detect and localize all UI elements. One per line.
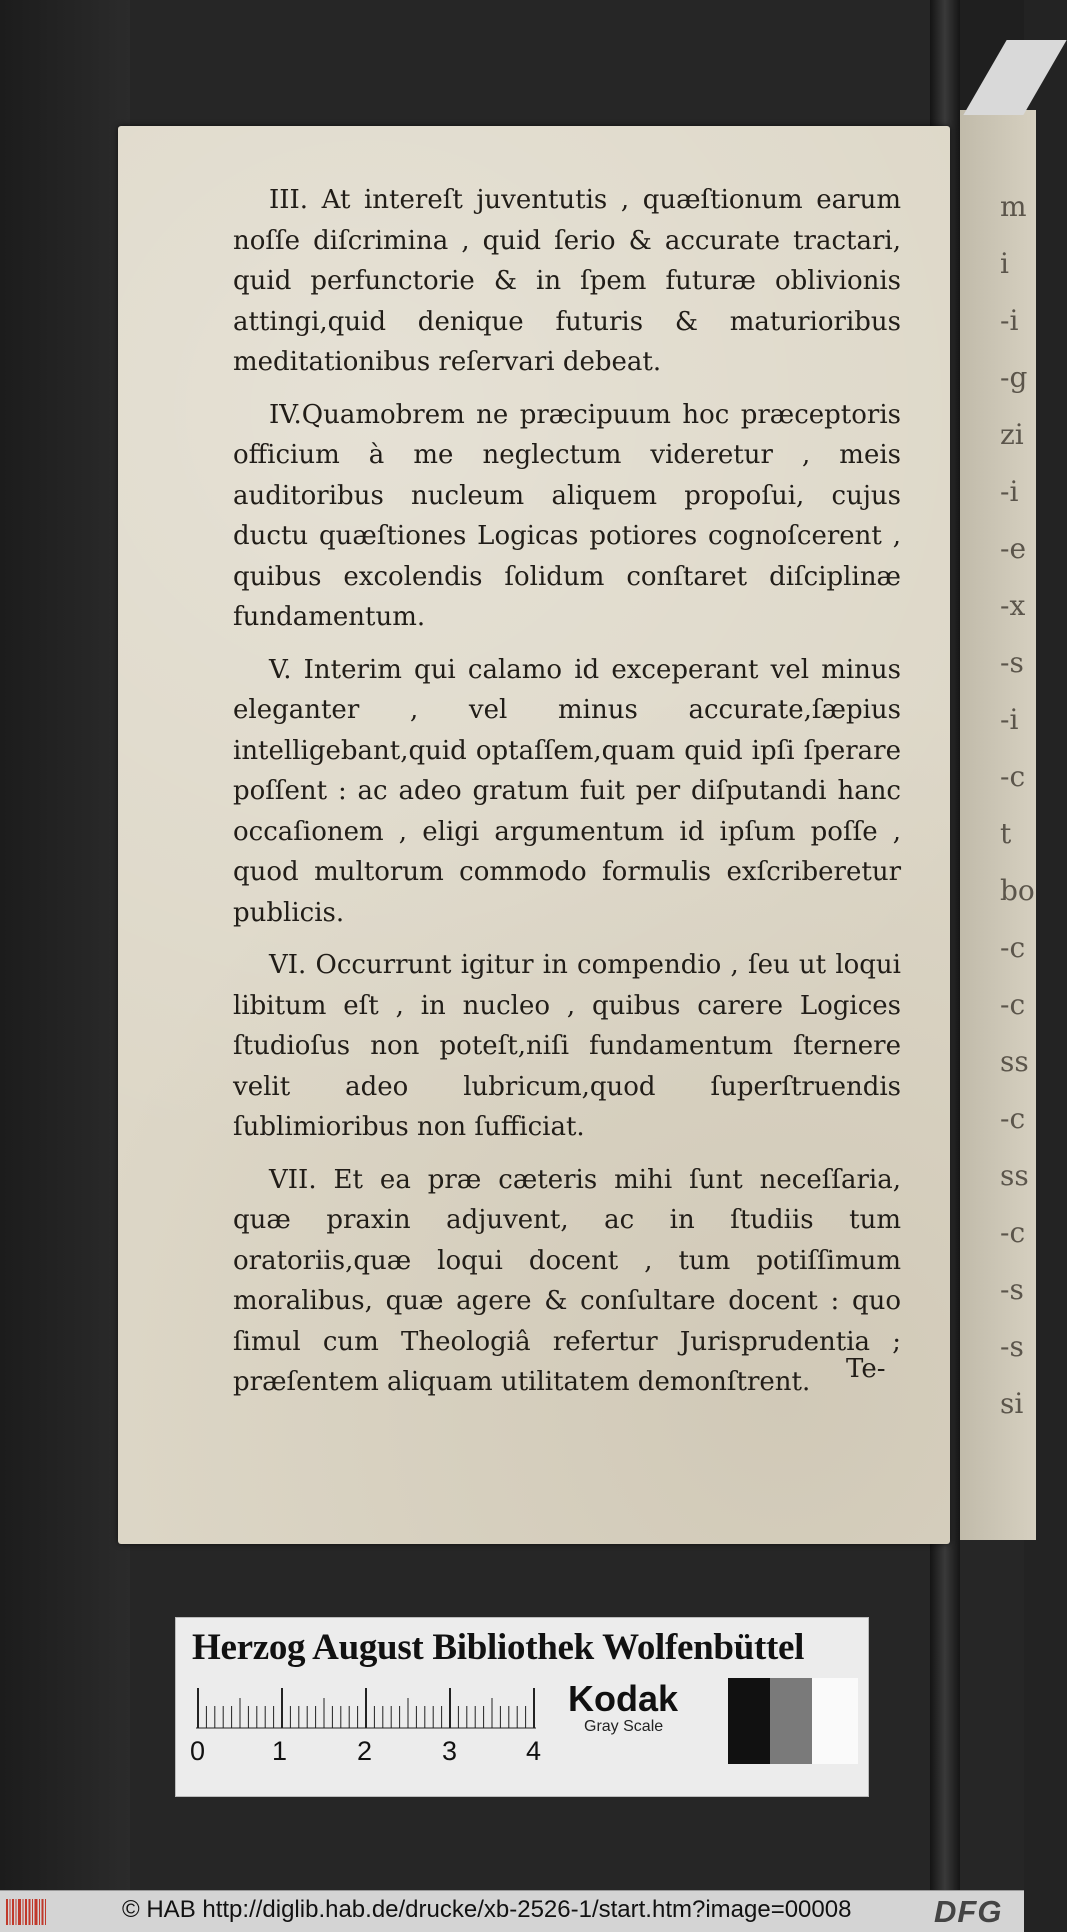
scale-number-0: 0 bbox=[190, 1736, 206, 1766]
logo-bar bbox=[10, 1899, 11, 1925]
scale-number-2: 2 bbox=[357, 1736, 373, 1766]
neighbor-text-fragment: m bbox=[1000, 190, 1027, 223]
logo-bar bbox=[45, 1899, 46, 1925]
neighbor-text-fragment: -s bbox=[1000, 646, 1024, 679]
dfg-logo: DFG bbox=[934, 1894, 1003, 1929]
gray-patch-mid bbox=[770, 1678, 812, 1764]
neighbor-text-fragment: -i bbox=[1000, 703, 1019, 736]
logo-bar bbox=[39, 1899, 40, 1925]
kodak-gray-scale-label: Gray Scale bbox=[584, 1718, 664, 1735]
paragraph-iv: IV.Quamobrem ne præcipuum hoc præceptoris officium à me neglectum videretur , meis auditoribus nucleum aliquem propoſui, cujus ductu quæſtiones Logicas potiores cognoſcerent , quibus excolendis ſolidum conſtaret diſciplinæ fundamentum. bbox=[233, 399, 901, 632]
catchword: Te- bbox=[846, 1354, 886, 1384]
logo-bar bbox=[32, 1899, 33, 1925]
book-page bbox=[118, 126, 950, 1544]
paragraph-iii: III. At intereſt juventutis , quæſtionum earum noſſe diſcrimina , quid ſerio & accurate tractari, quid perfunctorie & in ſpem futuræ oblivionis attingi,quid denique futuris & maturioribus meditationibus reſervari debeat. bbox=[233, 185, 901, 377]
scale-number-3: 3 bbox=[442, 1736, 458, 1766]
kodak-logo-text: Kodak bbox=[568, 1678, 679, 1719]
viewer-footer bbox=[0, 1890, 1024, 1932]
scale-number-1: 1 bbox=[272, 1736, 288, 1766]
neighbor-text-fragment: -e bbox=[1000, 532, 1027, 565]
neighbor-text-fragment: -x bbox=[1000, 589, 1026, 622]
neighbor-text-fragment: -i bbox=[1000, 304, 1019, 337]
neighbor-text-fragment: zi bbox=[1000, 418, 1024, 451]
neighbor-text-fragment: -i bbox=[1000, 475, 1019, 508]
neighbor-text-fragment: ss bbox=[1000, 1045, 1029, 1078]
neighbor-text-fragment: i bbox=[1000, 247, 1009, 280]
gray-patch-dark bbox=[728, 1678, 770, 1764]
hab-logo-icon bbox=[6, 1899, 50, 1925]
logo-bar bbox=[12, 1899, 14, 1925]
logo-bar bbox=[35, 1899, 38, 1925]
paragraph-vi: VI. Occurrunt igitur in compendio , ſeu ut loqui libitum eſt , in nucleo , quibus carere Logices ſtudioſus non poteſt,niſi fundamentum ſternere velit adeo lubricum,quod ſuperſtruendis ſublimioribus non ſufficiat. bbox=[233, 950, 901, 1142]
neighbor-text-fragment: -s bbox=[1000, 1273, 1024, 1306]
neighbor-text-fragment: -c bbox=[1000, 1102, 1026, 1135]
neighbor-text-fragment: -c bbox=[1000, 760, 1026, 793]
gray-patch-light bbox=[812, 1678, 858, 1764]
neighbor-text-fragment: bo bbox=[1000, 874, 1035, 907]
neighbor-text-fragment: si bbox=[1000, 1387, 1024, 1420]
paragraph-vii: VII. Et ea præ cæteris mihi ſunt neceſſaria, quæ praxin adjuvent, ac in ſtudiis tum oratoriis,quæ loqui docent , tum potiſſimum moralibus, quæ agere & conſultare docent : quo ſimul cum Theologiâ refertur Jurisprudentia ; præſentem aliquam utilitatem demonſtrent. bbox=[233, 1164, 901, 1397]
logo-bar bbox=[18, 1899, 21, 1925]
neighbor-text-fragment: -c bbox=[1000, 1216, 1026, 1249]
neighbor-text-fragment: -c bbox=[1000, 988, 1026, 1021]
neighbor-text-fragment: ss bbox=[1000, 1159, 1029, 1192]
neighbor-text-fragment: t bbox=[1000, 817, 1012, 850]
copyright-url: © HAB http://diglib.hab.de/drucke/xb-2526-1/start.htm?image=00008 bbox=[122, 1896, 852, 1923]
scan-left-shadow bbox=[0, 0, 130, 1890]
page-text-block bbox=[233, 180, 901, 1415]
paragraph-v: V. Interim qui calamo id exceperant vel minus eleganter , vel minus accurate,ſæpius intelligebant,quid optaſſem,quam quid ipſi ſperare poſſent : ac adeo gratum fuit per diſputandi hanc occaſionem , eligi argumentum id ipſum poſſe , quod multorum commodo formulis exſcriberetur publicis. bbox=[233, 654, 901, 928]
neighbor-text-fragment: -g bbox=[1000, 361, 1028, 394]
logo-bar bbox=[42, 1899, 44, 1925]
logo-bar bbox=[25, 1899, 27, 1925]
scale-number-4: 4 bbox=[526, 1736, 542, 1766]
logo-bar bbox=[23, 1899, 24, 1925]
neighbor-text-fragment: -c bbox=[1000, 931, 1026, 964]
logo-bar bbox=[29, 1899, 31, 1925]
color-calibration-chart bbox=[175, 1617, 869, 1797]
logo-bar bbox=[6, 1899, 8, 1925]
scale-ruler bbox=[196, 1688, 536, 1732]
library-name: Herzog August Bibliothek Wolfenbüttel bbox=[192, 1627, 805, 1668]
neighbor-text-fragment: -s bbox=[1000, 1330, 1024, 1363]
logo-bar bbox=[16, 1899, 17, 1925]
